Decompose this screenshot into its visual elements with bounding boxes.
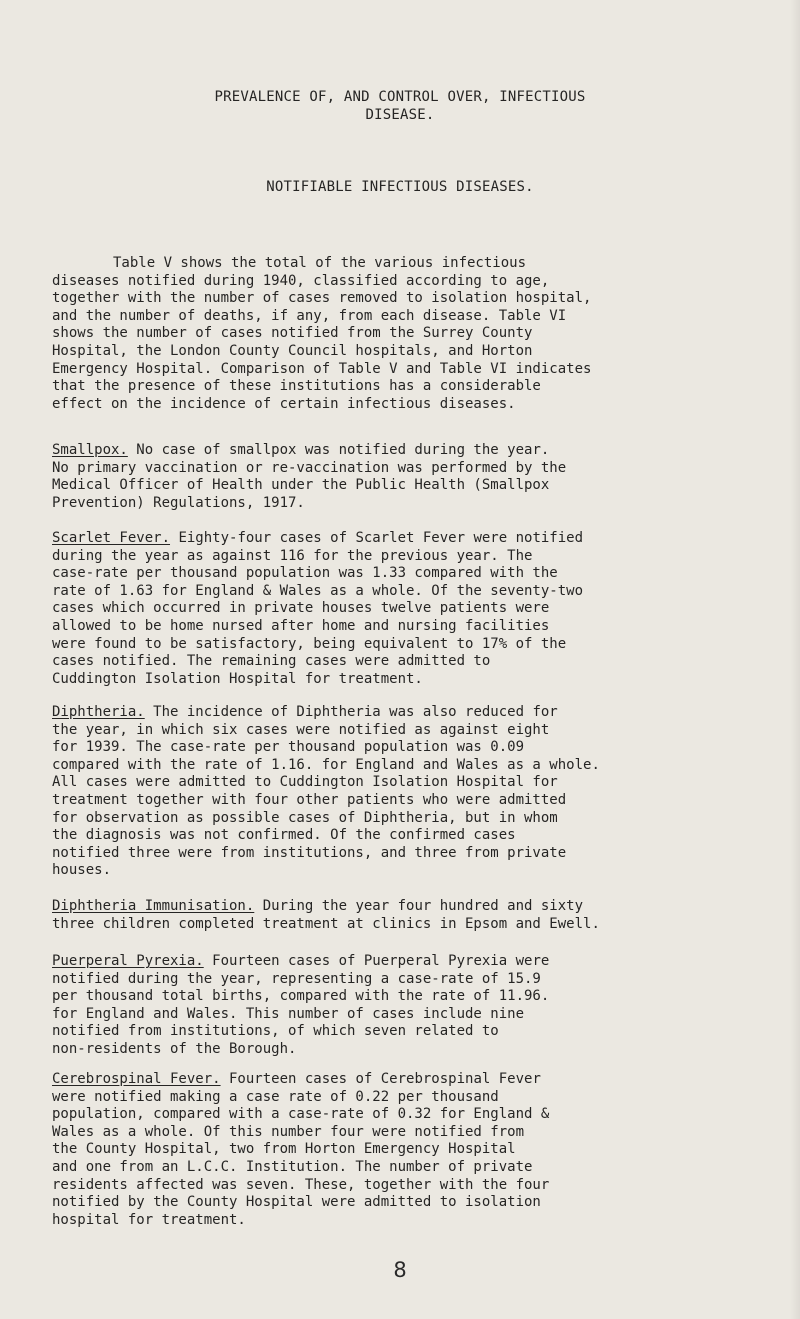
text-line: No primary vaccination or re-vaccination was performed by the: [52, 459, 567, 476]
text-line: residents affected was seven. These, together with the four: [52, 1176, 550, 1193]
title-line-2: DISEASE.: [365, 107, 435, 123]
text-line: for 1939. The case-rate per thousand population was 0.09: [52, 739, 525, 756]
title-line-1: PREVALENCE OF, AND CONTROL OVER, INFECTIOUS: [214, 89, 586, 105]
text-line: houses.: [52, 862, 112, 879]
text-line: Emergency Hospital. Comparison of Table V and Table VI indicates: [52, 360, 592, 377]
text-line: for observation as possible cases of Diphtheria, but in whom: [52, 809, 558, 826]
cerebrospinal-fever-paragraph: [52, 1071, 760, 1229]
scarlet-fever-heading: Scarlet Fever.: [52, 530, 171, 546]
puerperal-pyrexia-paragraph: [52, 953, 760, 1059]
text-line: treatment together with four other patients who were admitted: [52, 791, 567, 808]
text-line: cases which occurred in private houses twelve patients were: [52, 600, 550, 617]
text-line: diseases notified during 1940, classified according to age,: [52, 272, 550, 289]
text-line: notified three were from institutions, and three from private: [52, 844, 567, 861]
text-line: cases notified. The remaining cases were admitted to: [52, 653, 491, 670]
page-title: [0, 88, 800, 124]
text-line: non-residents of the Borough.: [52, 1040, 297, 1057]
diphtheria-heading: Diphtheria.: [52, 704, 145, 720]
text-line: Hospital, the London County Council hospitals, and Horton: [52, 342, 533, 359]
page-number: 8: [393, 1258, 407, 1282]
text-line: Cuddington Isolation Hospital for treatment.: [52, 670, 423, 687]
smallpox-heading: Smallpox.: [52, 442, 128, 458]
immunisation-heading: Diphtheria Immunisation.: [52, 898, 255, 914]
text-line: notified from institutions, of which seven related to: [52, 1023, 499, 1040]
text-line: the year, in which six cases were notified as against eight: [52, 721, 550, 738]
text-line: population, compared with a case-rate of 0.32 for England &: [52, 1106, 550, 1123]
text-line: effect on the incidence of certain infectious diseases.: [52, 395, 516, 412]
text-line: the County Hospital, two from Horton Emergency Hospital: [52, 1141, 516, 1158]
text-line: per thousand total births, compared with the rate of 11.96.: [52, 988, 550, 1005]
text-line: and one from an L.C.C. Institution. The number of private: [52, 1158, 533, 1175]
cerebrospinal-fever-heading: Cerebrospinal Fever.: [52, 1071, 221, 1087]
smallpox-paragraph: [52, 442, 760, 512]
text-line: notified by the County Hospital were admitted to isolation: [52, 1194, 541, 1211]
text-line: notified during the year, representing a case-rate of 15.9: [52, 970, 541, 987]
puerperal-pyrexia-heading: Puerperal Pyrexia.: [52, 953, 204, 969]
text-line: During the year four hundred and sixty: [254, 898, 584, 914]
text-line: that the presence of these institutions has a considerable: [52, 378, 541, 395]
text-line: case-rate per thousand population was 1.33 compared with the: [52, 565, 558, 582]
text-line: hospital for treatment.: [52, 1211, 246, 1228]
text-line: compared with the rate of 1.16. for England and Wales as a whole.: [52, 756, 600, 773]
text-line: shows the number of cases notified from the Surrey County: [52, 325, 533, 342]
text-line: All cases were admitted to Cuddington Isolation Hospital for: [52, 774, 558, 791]
text-line: together with the number of cases removed to isolation hospital,: [52, 290, 592, 307]
diphtheria-paragraph: [52, 704, 760, 880]
scarlet-fever-paragraph: [52, 530, 760, 688]
text-line: and the number of deaths, if any, from each disease. Table VI: [52, 307, 567, 324]
text-line: Eighty-four cases of Scarlet Fever were notified: [170, 530, 584, 546]
section-subtitle: NOTIFIABLE INFECTIOUS DISEASES.: [266, 179, 534, 195]
text-line: the diagnosis was not confirmed. Of the confirmed cases: [52, 827, 516, 844]
text-line: rate of 1.63 for England & Wales as a whole. Of the seventy-two: [52, 582, 584, 599]
page-edge-shadow: [790, 0, 800, 1319]
text-line: Fourteen cases of Cerebrospinal Fever: [220, 1071, 541, 1087]
text-line: Prevention) Regulations, 1917.: [52, 494, 305, 511]
text-line: were found to be satisfactory, being equivalent to 17% of the: [52, 635, 567, 652]
text-line: Table V shows the total of the various infectious: [113, 255, 527, 271]
text-line: were notified making a case rate of 0.22 per thousand: [52, 1088, 499, 1105]
text-line: three children completed treatment at clinics in Epsom and Ewell.: [52, 915, 600, 932]
text-line: No case of smallpox was notified during the year.: [127, 442, 550, 458]
text-line: The incidence of Diphtheria was also reduced for: [144, 704, 558, 720]
text-line: Fourteen cases of Puerperal Pyrexia were: [203, 953, 550, 969]
intro-paragraph: [52, 255, 760, 413]
text-line: allowed to be home nursed after home and nursing facilities: [52, 617, 550, 634]
text-line: Wales as a whole. Of this number four were notified from: [52, 1123, 525, 1140]
text-line: Medical Officer of Health under the Public Health (Smallpox: [52, 477, 550, 494]
text-line: for England and Wales. This number of cases include nine: [52, 1005, 525, 1022]
text-line: during the year as against 116 for the previous year. The: [52, 547, 533, 564]
immunisation-paragraph: [52, 898, 760, 933]
